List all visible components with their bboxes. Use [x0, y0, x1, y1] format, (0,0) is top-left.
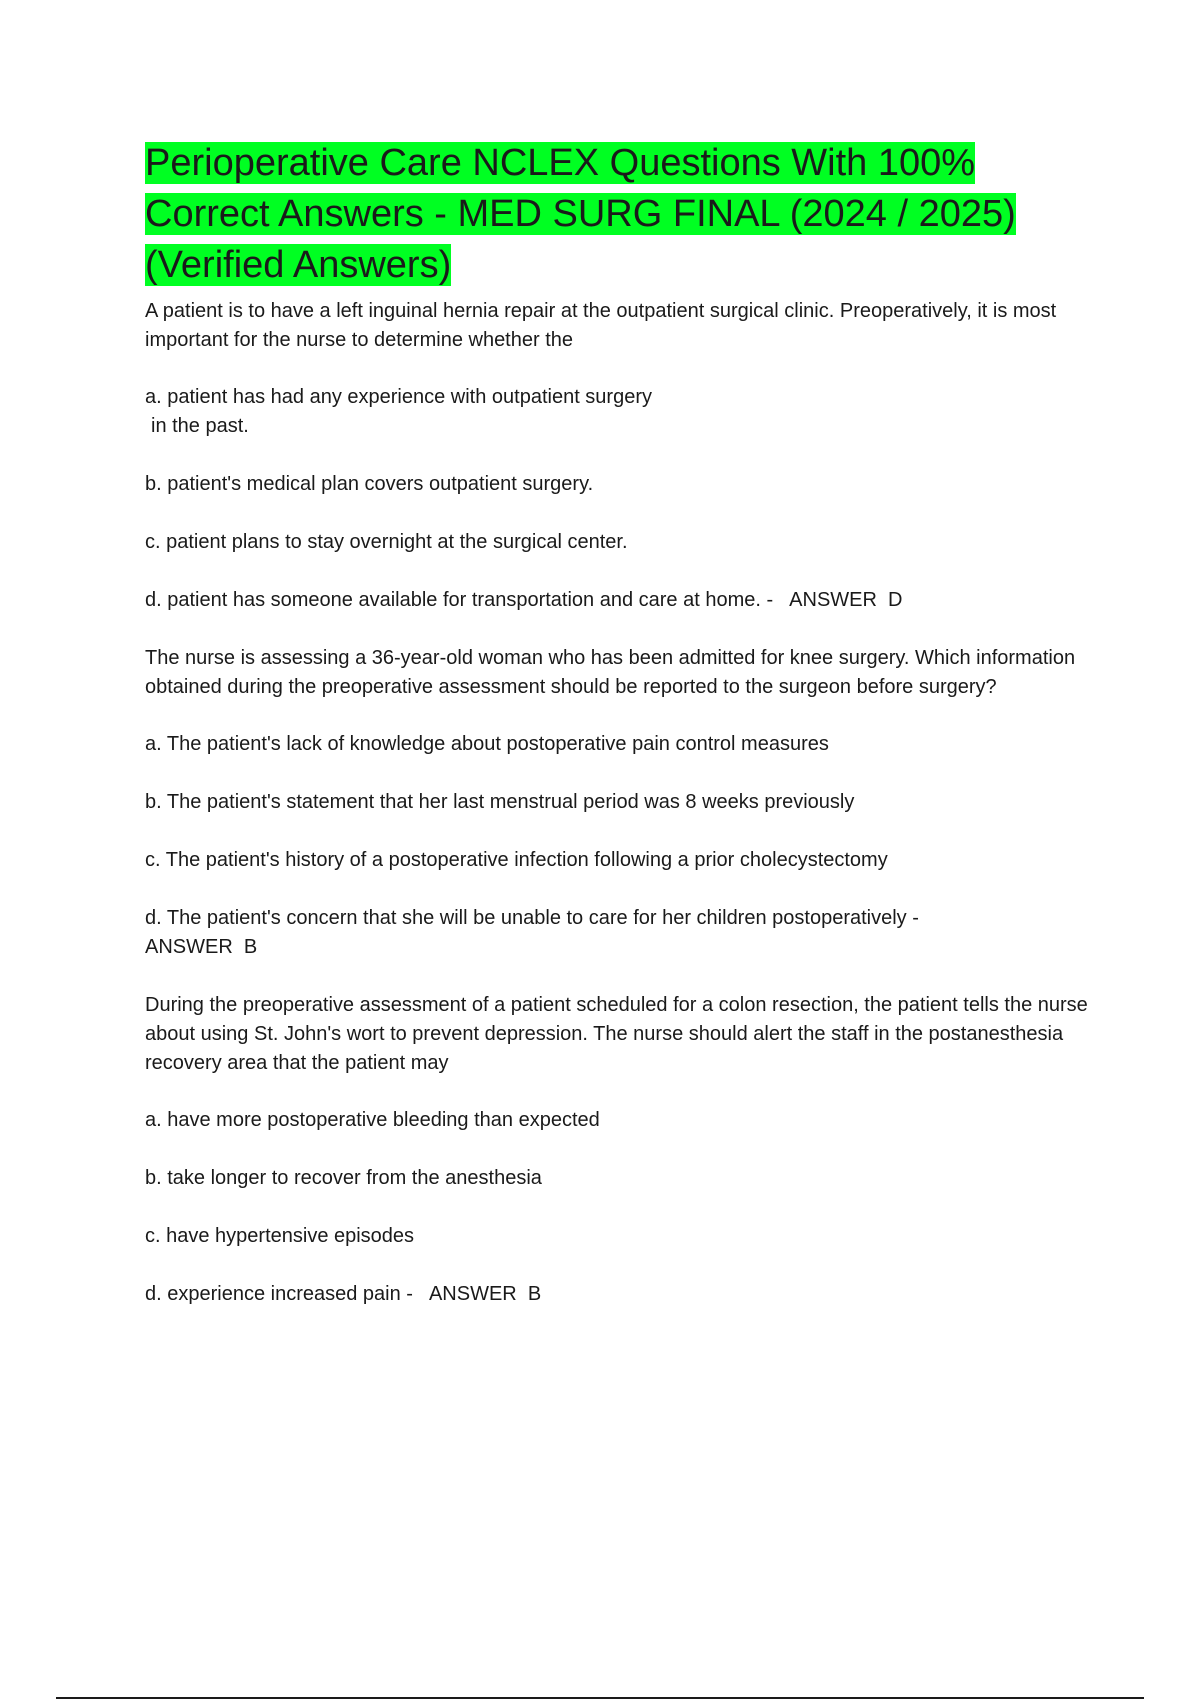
option-b — [145, 788, 1095, 817]
footer-divider — [56, 1697, 1144, 1699]
option-b — [145, 1164, 1095, 1193]
option-text: d. The patient's concern that she will be unable to care for her children postoperatively - — [145, 907, 919, 929]
document-title — [145, 138, 1095, 291]
option-d — [145, 586, 1095, 615]
option-a — [145, 383, 1095, 441]
option-text: d. experience increased pain - — [145, 1283, 413, 1305]
option-text: d. patient has someone available for transportation and care at home. - — [145, 589, 774, 611]
question-stem: A patient is to have a left inguinal hernia repair at the outpatient surgical clinic. Preoperatively, it is most important for the nurse to determine whether the — [145, 300, 1057, 351]
option-c — [145, 1222, 1095, 1251]
option-a — [145, 1106, 1095, 1135]
option-text: b. patient's medical plan covers outpatient surgery. — [145, 473, 594, 495]
option-c — [145, 528, 1095, 557]
option-a — [145, 730, 1095, 759]
answer-key: ANSWER B — [428, 1283, 542, 1305]
question-1 — [145, 297, 1095, 615]
question-2 — [145, 644, 1095, 962]
option-text: a. have more postoperative bleeding than expected — [145, 1109, 600, 1131]
option-text: c. patient plans to stay overnight at the surgical center. — [145, 531, 628, 553]
question-stem: The nurse is assessing a 36-year-old woman who has been admitted for knee surgery. Which information obtained during the preoperative assessment should be reported to the surgeon before surgery? — [145, 647, 1076, 698]
option-text: c. The patient's history of a postoperative infection following a prior cholecystectomy — [145, 849, 888, 871]
question-3 — [145, 991, 1095, 1309]
option-text: c. have hypertensive episodes — [145, 1225, 415, 1247]
answer-key: ANSWER B — [145, 936, 258, 958]
option-d — [145, 1280, 1095, 1309]
option-d — [145, 904, 1095, 962]
option-c — [145, 846, 1095, 875]
document-page — [145, 138, 1095, 1338]
option-text: b. The patient's statement that her last menstrual period was 8 weeks previously — [145, 791, 855, 813]
option-text: b. take longer to recover from the anesthesia — [145, 1167, 542, 1189]
question-stem: During the preoperative assessment of a patient scheduled for a colon resection, the patient tells the nurse about using St. John's wort to prevent depression. The nurse should alert the staff in the postanesthesia recovery area that the patient may — [145, 994, 1088, 1074]
option-continuation: in the past. — [151, 415, 249, 437]
answer-key: ANSWER D — [789, 589, 903, 611]
title-highlight: Perioperative Care NCLEX Questions With 100% Correct Answers - MED SURG FINAL (2024 / 2025) (Verified Answers) — [145, 142, 1016, 286]
option-text: a. The patient's lack of knowledge about postoperative pain control measures — [145, 733, 829, 755]
option-text: a. patient has had any experience with outpatient surgery — [145, 386, 652, 408]
option-b — [145, 470, 1095, 499]
